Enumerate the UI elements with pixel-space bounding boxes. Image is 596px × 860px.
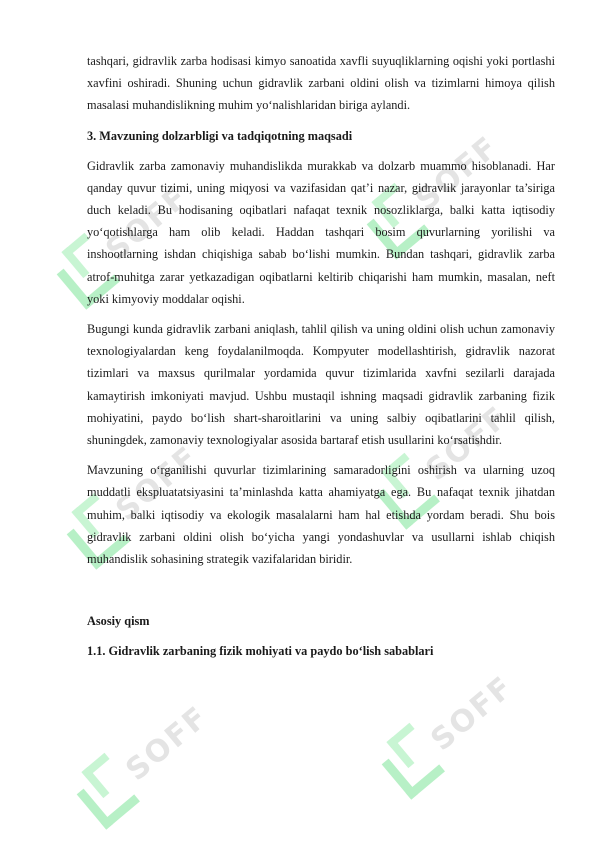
section-heading: Asosiy qism [87, 614, 150, 629]
watermark-logo: SOFF [355, 340, 585, 560]
watermark-logo: SOFF [360, 610, 590, 830]
watermark-logo: SOFF [55, 640, 285, 860]
watermark-logo: SOFF [35, 120, 265, 340]
subsection-heading: 1.1. Gidravlik zarbaning fizik mohiyati va paydo bo‘lish sabablari [87, 644, 434, 659]
watermark-logo: SOFF [345, 70, 575, 290]
body-paragraph: Mavzuning o‘rganilishi quvurlar tizimlarining samaradorligini oshirish va ularning uzoq muddatli ekspluatatsiyasini ta’minlashda katta ahamiyatga ega. Bu nafaqat texnik jihatdan muhim, balki iqtisodiy va ekologik masalalarni ham hal etishda yordam beradi. Shu bois gidravlik zarbani oldini olish bo‘yicha yangi yondashuvlar va usullarni ishlab chiqish muhandislik sohasining strategik vazifalaridan biridir. [87, 463, 555, 567]
body-paragraph: tashqari, gidravlik zarba hodisasi kimyo sanoatida xavfli suyuqliklarning oqishi yoki portlashi xavfini oshiradi. Shuning uchun gidravlik zarbani oldini olish va tizimlarni himoya qilish masalasi muhandislikning muhim yo‘nalishlaridan biriga aylandi. [87, 54, 555, 113]
watermark-logo: SOFF [45, 380, 275, 600]
body-paragraph: Bugungi kunda gidravlik zarbani aniqlash, tahlil qilish va uning oldini olish uchun zamonaviy texnologiyalardan keng foydalanilmoqda. Kompyuter modellashtirish, gidravlik nazorat tizimlari va maxsus qurilmalar yordamida quvur tizimlarida xavfni sezilarli darajada kamaytirish imkoniyati mavjud. Ushbu mustaqil ishning maqsadi gidravlik zarbaning fizik mohiyatini, paydo bo‘lish shart-sharoitlarini va uning salbiy oqibatlarini tahlil qilish, shuningdek, zamonaviy texnologiyalar asosida bartaraf etish usullarini ko‘rsatishdir. [87, 322, 555, 448]
section-heading: 3. Mavzuning dolzarbligi va tadqiqotning maqsadi [87, 128, 353, 143]
document-body [87, 50, 555, 662]
body-paragraph: Gidravlik zarba zamonaviy muhandislikda murakkab va dolzarb muammo hisoblanadi. Har qanday quvur tizimi, uning miqyosi va vazifasidan qat’i nazar, gidravlik jarayonlar ta’siriga duch keladi. Bu hodisaning oqibatlari nafaqat texnik nosozliklarga, balki katta iqtisodiy yo‘qotishlarga ham olib keladi. Haddan tashqari bosim quvurlarning yorilishi va inshootlarning ishdan chiqishiga sabab bo‘lishi mumkin. Bundan tashqari, gidravlik zarba atrof-muhitga zarar yetkazadigan oqibatlarni keltirib chiqarishi ham mumkin, masalan, neft yoki kimyoviy moddalar oqishi. [87, 158, 555, 306]
